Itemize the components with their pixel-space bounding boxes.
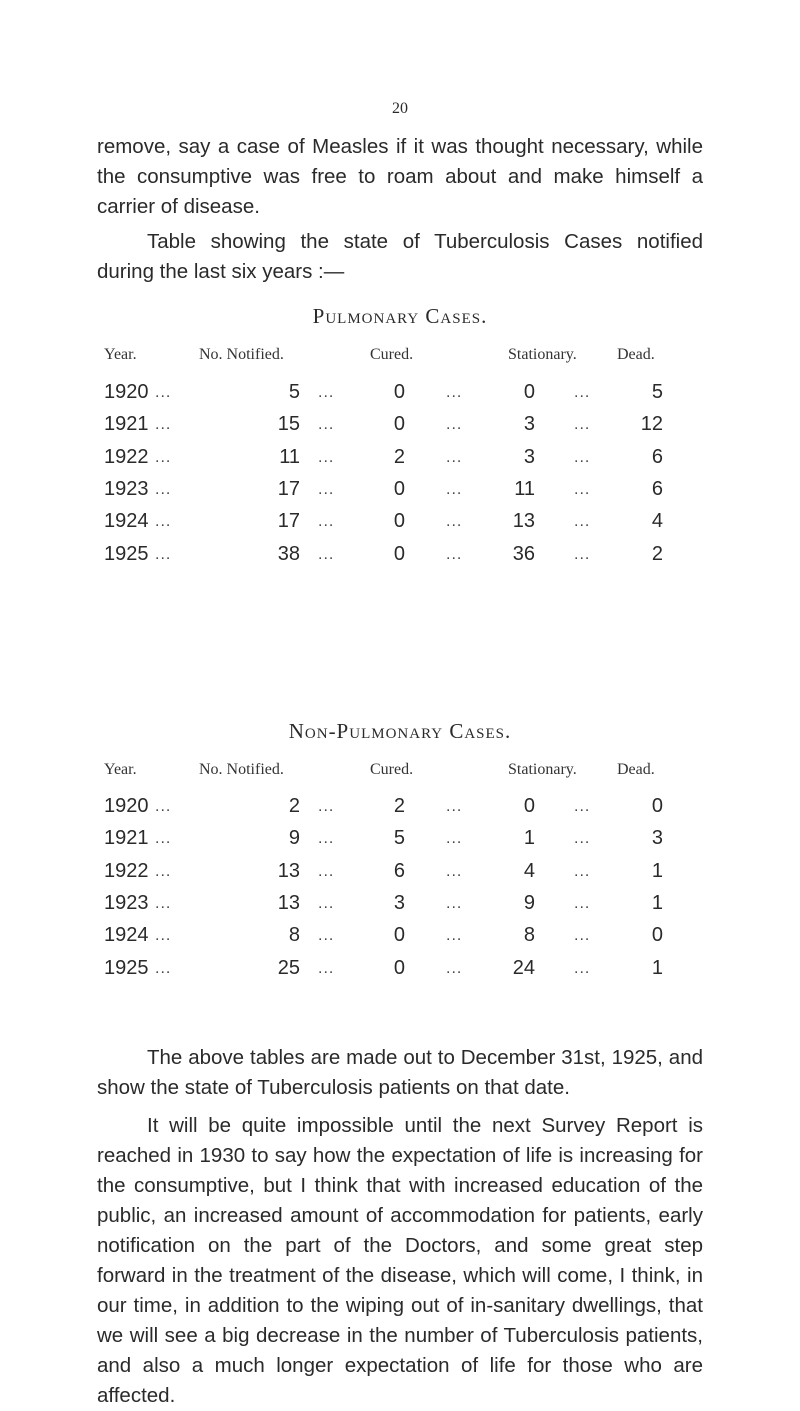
leader-dots: ... [574, 513, 591, 531]
cell-cured: 0 [393, 542, 405, 565]
cell-year: 1923 [104, 477, 149, 500]
pulmonary-header-year: Year. [104, 346, 137, 363]
cell-cured: 5 [393, 827, 405, 850]
cell-cured: 2 [393, 445, 405, 468]
leader-dots: ... [574, 862, 591, 880]
table-row [0, 892, 800, 922]
leader-dots: ... [574, 927, 591, 945]
cell-year: 1921 [104, 413, 149, 436]
cell-dead: 6 [651, 445, 663, 468]
leader-dots: ... [155, 830, 172, 848]
page-number: 20 [392, 100, 408, 117]
cell-stationary: 8 [523, 924, 535, 947]
table-row [0, 860, 800, 890]
paragraph-intro: remove, say a case of Measles if it was thought necessary, while the consumptive was free to roam about and make himself a carrier of disease. [97, 135, 703, 218]
leader-dots: ... [318, 830, 335, 848]
leader-dots: ... [446, 927, 463, 945]
leader-dots: ... [318, 480, 335, 498]
table-row [0, 478, 800, 508]
pulmonary-table-title: Pulmonary Cases. [312, 304, 488, 328]
leader-dots: ... [446, 416, 463, 434]
leader-dots: ... [446, 480, 463, 498]
leader-dots: ... [155, 513, 172, 531]
cell-dead: 0 [651, 795, 663, 817]
leader-dots: ... [574, 448, 591, 466]
leader-dots: ... [446, 830, 463, 848]
cell-dead: 6 [651, 477, 663, 500]
paragraph-tables-note: The above tables are made out to December 31st, 1925, and show the state of Tuberculosis patients on that date. [97, 1046, 703, 1099]
cell-year: 1925 [104, 542, 149, 565]
cell-cured: 0 [393, 477, 405, 500]
cell-dead: 0 [651, 924, 663, 947]
table-row [0, 543, 800, 573]
cell-stationary: 13 [512, 510, 535, 533]
table-row [0, 827, 800, 857]
cell-year: 1920 [104, 381, 149, 403]
leader-dots: ... [574, 830, 591, 848]
table-row [0, 957, 800, 987]
cell-notified: 17 [277, 477, 300, 500]
leader-dots: ... [155, 480, 172, 498]
cell-dead: 1 [651, 859, 663, 882]
cell-notified: 13 [277, 891, 300, 914]
leader-dots: ... [318, 384, 335, 401]
cell-cured: 0 [393, 956, 405, 979]
pulmonary-header-cured: Cured. [370, 346, 414, 363]
leader-dots: ... [318, 862, 335, 880]
cell-stationary: 1 [523, 827, 535, 850]
leader-dots: ... [318, 513, 335, 531]
cell-dead: 12 [640, 413, 663, 436]
leader-dots: ... [446, 448, 463, 466]
cell-notified: 5 [288, 381, 300, 403]
cell-stationary: 0 [523, 381, 535, 403]
cell-stationary: 36 [512, 542, 535, 565]
cell-stationary: 0 [523, 795, 535, 817]
non-pulmonary-header-cured: Cured. [370, 761, 414, 778]
leader-dots: ... [318, 798, 335, 815]
non-pulmonary-header-dead: Dead. [617, 761, 655, 778]
cell-stationary: 24 [512, 956, 535, 979]
leader-dots: ... [318, 448, 335, 466]
cell-notified: 25 [277, 956, 300, 979]
cell-notified: 2 [288, 795, 300, 817]
cell-cured: 2 [393, 795, 405, 817]
non-pulmonary-header-year: Year. [104, 761, 137, 778]
cell-dead: 3 [651, 827, 663, 850]
cell-cured: 3 [393, 891, 405, 914]
table-row [0, 413, 800, 443]
cell-dead: 4 [651, 510, 663, 533]
leader-dots: ... [574, 798, 591, 815]
table-row [0, 446, 800, 476]
leader-dots: ... [446, 513, 463, 531]
leader-dots: ... [155, 798, 172, 815]
leader-dots: ... [318, 927, 335, 945]
leader-dots: ... [574, 416, 591, 434]
non-pulmonary-table-title: Non-Pulmonary Cases. [288, 719, 512, 743]
leader-dots: ... [446, 894, 463, 912]
cell-stationary: 9 [523, 891, 535, 914]
cell-notified: 8 [288, 924, 300, 947]
cell-year: 1925 [104, 956, 149, 979]
leader-dots: ... [318, 894, 335, 912]
pulmonary-header-notified: No. Notified. [199, 346, 284, 363]
table-row [0, 381, 800, 411]
table-row [0, 795, 800, 825]
cell-year: 1924 [104, 510, 149, 533]
leader-dots: ... [446, 545, 463, 563]
leader-dots: ... [574, 959, 591, 977]
cell-year: 1922 [104, 445, 149, 468]
leader-dots: ... [155, 416, 172, 434]
cell-year: 1921 [104, 827, 149, 850]
cell-notified: 9 [288, 827, 300, 850]
cell-notified: 38 [277, 542, 300, 565]
non-pulmonary-header-notified: No. Notified. [199, 761, 284, 778]
cell-stationary: 3 [523, 413, 535, 436]
cell-dead: 5 [651, 381, 663, 403]
cell-notified: 13 [277, 859, 300, 882]
cell-year: 1924 [104, 924, 149, 947]
leader-dots: ... [318, 959, 335, 977]
leader-dots: ... [318, 416, 335, 434]
leader-dots: ... [574, 894, 591, 912]
cell-year: 1923 [104, 891, 149, 914]
leader-dots: ... [446, 959, 463, 977]
leader-dots: ... [446, 798, 463, 815]
leader-dots: ... [155, 862, 172, 880]
cell-year: 1920 [104, 795, 149, 817]
leader-dots: ... [155, 448, 172, 466]
cell-notified: 15 [277, 413, 300, 436]
leader-dots: ... [155, 384, 172, 401]
leader-dots: ... [155, 894, 172, 912]
cell-cured: 0 [393, 381, 405, 403]
paragraph-conclusion: It will be quite impossible until the next Survey Report is reached in 1930 to say how the expectation of life is increasing for the consumptive, but I think that with increased education of the public, an increased amount of accommodation for patients, early notification on the part of the Doctors, and some great step forward in the treatment of the disease, which will come, I think, in our time, in addition to the wiping out of in-sanitary dwellings, that we will see a big decrease in the number of Tuberculosis patients, and also a much longer expectation of life for those who are affected. [97, 1114, 703, 1407]
cell-year: 1922 [104, 859, 149, 882]
leader-dots: ... [318, 545, 335, 563]
cell-cured: 0 [393, 413, 405, 436]
leader-dots: ... [155, 927, 172, 945]
leader-dots: ... [574, 384, 591, 401]
table-row [0, 924, 800, 954]
cell-cured: 0 [393, 510, 405, 533]
cell-notified: 11 [279, 445, 300, 468]
cell-stationary: 3 [523, 445, 535, 468]
table-row [0, 510, 800, 540]
leader-dots: ... [574, 480, 591, 498]
cell-stationary: 11 [514, 477, 535, 500]
pulmonary-header-dead: Dead. [617, 346, 655, 363]
leader-dots: ... [446, 862, 463, 880]
paragraph-table-intro: Table showing the state of Tuberculosis Cases notified during the last six years :— [97, 230, 703, 283]
cell-cured: 0 [393, 924, 405, 947]
cell-stationary: 4 [523, 859, 535, 882]
leader-dots: ... [155, 959, 172, 977]
pulmonary-header-stationary: Stationary. [508, 346, 577, 363]
cell-dead: 2 [651, 542, 663, 565]
cell-cured: 6 [393, 859, 405, 882]
leader-dots: ... [574, 545, 591, 563]
cell-dead: 1 [651, 891, 663, 914]
non-pulmonary-header-stationary: Stationary. [508, 761, 577, 778]
cell-notified: 17 [277, 510, 300, 533]
cell-dead: 1 [651, 956, 663, 979]
leader-dots: ... [446, 384, 463, 401]
leader-dots: ... [155, 545, 172, 563]
